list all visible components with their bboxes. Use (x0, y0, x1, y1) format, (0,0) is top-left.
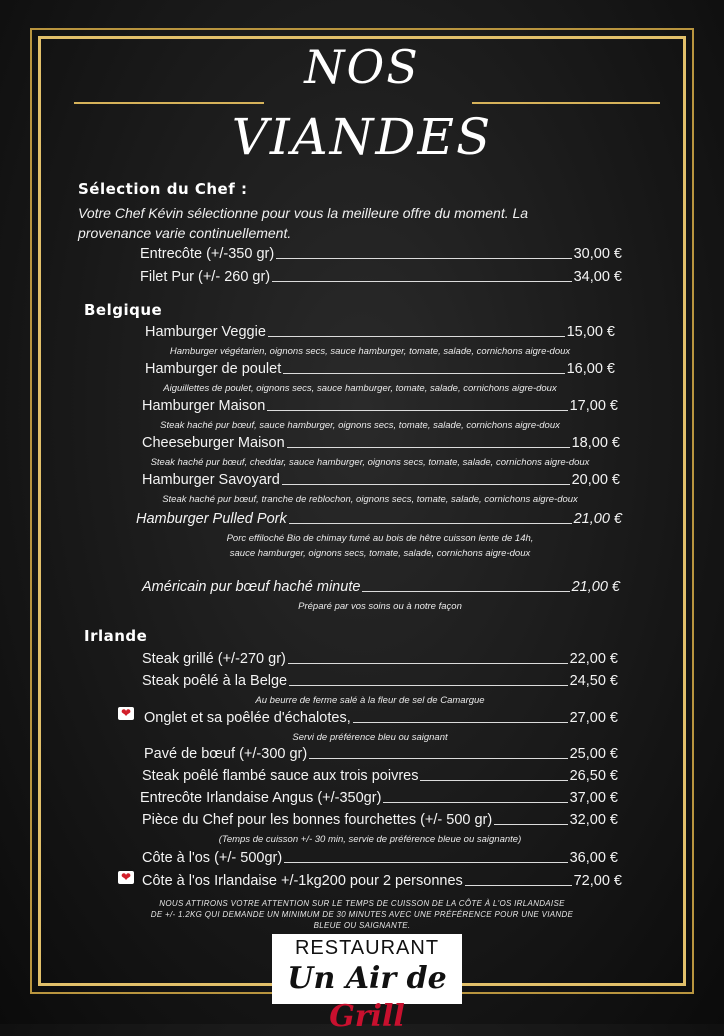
item-name: Hamburger Savoyard (142, 472, 280, 488)
menu-item (144, 710, 618, 726)
menu-item (136, 511, 622, 527)
menu-item (140, 269, 622, 285)
item-description: (Temps de cuisson +/- 30 min, servie de préférence bleue ou saignante) (218, 834, 522, 845)
menu-item (142, 673, 618, 689)
cooking-note-line2: DE +/- 1.2KG QUI DEMANDE UN MINIMUM DE 30 MINUTES AVEC UNE PRÉFÉRENCE POUR UNE VIANDE (150, 910, 574, 919)
item-description: Porc effiloché Bio de chimay fumé au bois de hêtre cuisson lente de 14h, (226, 533, 534, 544)
item-name: Hamburger Maison (142, 398, 266, 414)
cooking-note-line3: BLEUE OU SAIGNANTE. (313, 921, 411, 930)
item-price: 30,00 € (573, 246, 622, 262)
section-heading-irlande: Irlande (84, 627, 148, 645)
title-rule-right (472, 102, 660, 104)
item-price: 27,00 € (569, 710, 618, 726)
item-price: 25,00 € (569, 746, 618, 762)
item-name: Entrecôte Irlandaise Angus (+/-350gr) (140, 790, 382, 806)
menu-item (144, 746, 618, 762)
item-price: 18,00 € (571, 435, 620, 451)
item-price: 21,00 € (573, 511, 622, 527)
menu-item (142, 850, 618, 866)
item-price: 36,00 € (569, 850, 618, 866)
item-price: 17,00 € (569, 398, 618, 414)
logo-name-part2: Grill (329, 999, 405, 1034)
item-name: Steak grillé (+/-270 gr) (142, 651, 286, 667)
section-heading-belgique: Belgique (84, 301, 163, 319)
menu-item (145, 361, 615, 377)
item-price: 24,50 € (569, 673, 618, 689)
menu-item (142, 651, 618, 667)
menu-item (142, 472, 620, 488)
menu-item (142, 873, 622, 889)
item-name: Côte à l'os (+/- 500gr) (142, 850, 283, 866)
item-name: Hamburger Veggie (145, 324, 266, 340)
title-rule-left (74, 102, 264, 104)
item-name: Pièce du Chef pour les bonnes fourchettes (+/- 500 gr) (142, 812, 493, 828)
item-price: 72,00 € (573, 873, 622, 889)
item-name: Cheeseburger Maison (142, 435, 285, 451)
menu-item (145, 324, 615, 340)
item-description: Servi de préférence bleu ou saignant (292, 732, 448, 743)
item-price: 37,00 € (569, 790, 618, 806)
item-description: Steak haché pur bœuf, tranche de reblochon, oignons secs, tomate, salade, cornichons aigre-doux (162, 494, 578, 505)
menu-item (140, 790, 618, 806)
cooking-note-line1: NOUS ATTIRONS VOTRE ATTENTION SUR LE TEMPS DE CUISSON DE LA CÔTE À L'OS IRLANDAISE (159, 899, 565, 908)
chef-intro-line1: Votre Chef Kévin sélectionne pour vous la meilleure offre du moment. La (78, 205, 529, 221)
item-name: Steak poêlé à la Belge (142, 673, 288, 689)
item-description: Steak haché pur bœuf, cheddar, sauce hamburger, oignons secs, tomate, salade, cornichons aigre-doux (150, 457, 590, 468)
item-name: Côte à l'os Irlandaise +/-1kg200 pour 2 personnes (142, 873, 463, 889)
item-price: 34,00 € (573, 269, 622, 285)
item-description: Hamburger végétarien, oignons secs, sauce hamburger, tomate, salade, cornichons aigre-doux (169, 346, 571, 357)
logo-name (272, 960, 462, 1036)
item-description: sauce hamburger, oignons secs, tomate, salade, cornichons aigre-doux (229, 548, 531, 559)
item-name: Hamburger Pulled Pork (136, 511, 287, 527)
item-price: 15,00 € (566, 324, 615, 340)
menu-item (142, 398, 618, 414)
chef-intro-line2: provenance varie continuellement. (78, 225, 292, 241)
section-heading-chef: Sélection du Chef : (78, 180, 248, 198)
item-name: Entrecôte (+/-350 gr) (140, 246, 275, 262)
page-title-line2: VIANDES (231, 108, 493, 166)
menu-item (142, 435, 620, 451)
restaurant-logo (272, 934, 462, 1034)
item-name: Américain pur bœuf haché minute (142, 579, 361, 595)
logo-restaurant-text: RESTAURANT (294, 937, 440, 959)
item-price: 21,00 € (571, 579, 620, 595)
item-name: Hamburger de poulet (145, 361, 282, 377)
item-name: Pavé de bœuf (+/-300 gr) (144, 746, 308, 762)
heart-icon: ❤ (118, 707, 134, 720)
menu-item (142, 812, 618, 828)
item-name: Onglet et sa poêlée d'échalotes, (144, 710, 351, 726)
heart-icon: ❤ (118, 871, 134, 884)
item-name: Filet Pur (+/- 260 gr) (140, 269, 271, 285)
item-description: Préparé par vos soins ou à notre façon (298, 601, 462, 612)
item-price: 16,00 € (566, 361, 615, 377)
item-price: 26,50 € (569, 768, 618, 784)
item-description: Au beurre de ferme salé à la fleur de sel de Camargue (255, 695, 485, 706)
logo-name-part1: Un Air de (287, 961, 447, 996)
menu-item (142, 579, 620, 595)
item-name: Steak poêlé flambé sauce aux trois poivres (142, 768, 419, 784)
menu-item (142, 768, 618, 784)
page-title-line1: NOS (304, 40, 420, 94)
item-description: Aiguillettes de poulet, oignons secs, sauce hamburger, tomate, salade, cornichons aigre-doux (163, 383, 557, 394)
menu-item (140, 246, 622, 262)
item-description: Steak haché pur bœuf, sauce hamburger, oignons secs, tomate, salade, cornichons aigre-doux (160, 420, 560, 431)
item-price: 20,00 € (571, 472, 620, 488)
item-price: 22,00 € (569, 651, 618, 667)
item-price: 32,00 € (569, 812, 618, 828)
